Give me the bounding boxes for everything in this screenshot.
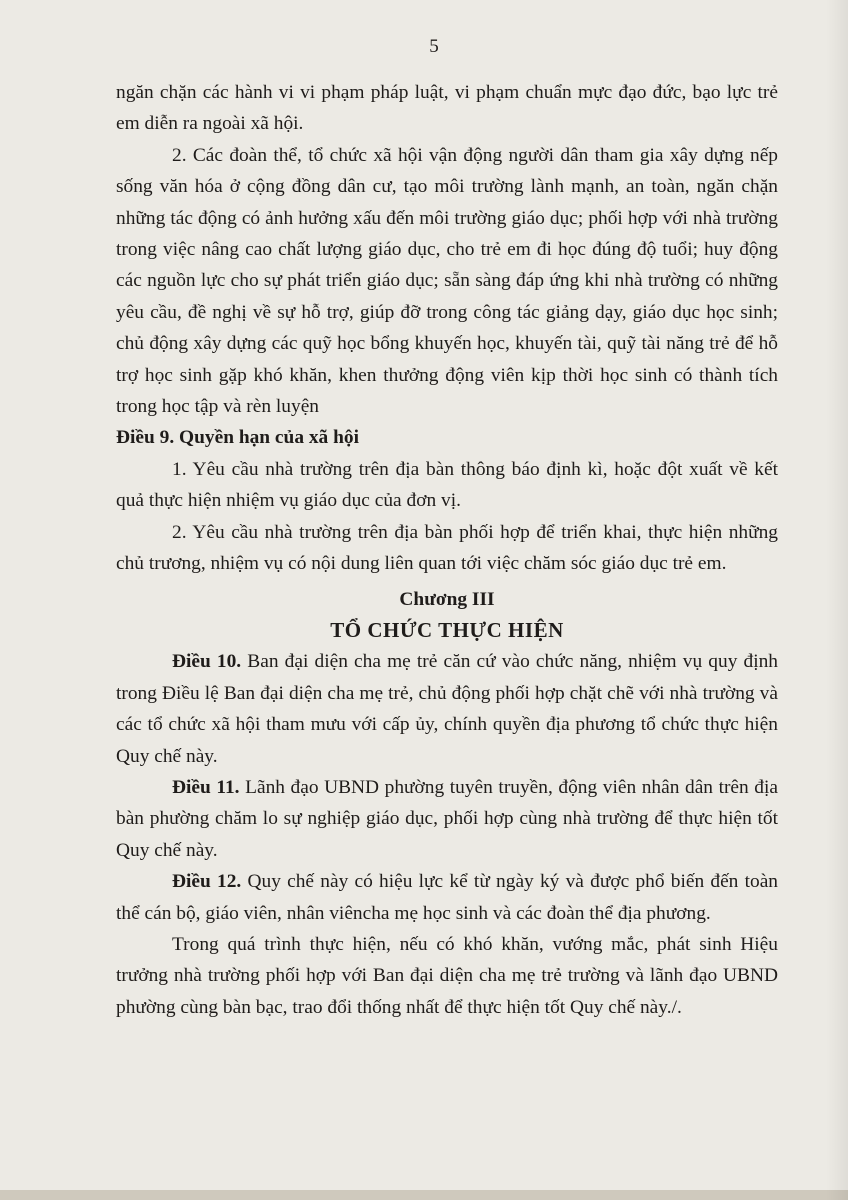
article-11	[116, 772, 778, 866]
article-9-item-1: 1. Yêu cầu nhà trường trên địa bàn thông báo định kì, hoặc đột xuất về kết quả thực hiện nhiệm vụ giáo dục của đơn vị.	[116, 458, 778, 512]
article-12-label: Điều 12.	[172, 871, 242, 893]
document-body	[116, 77, 778, 1023]
article-10	[116, 646, 778, 772]
article-11-text: Lãnh đạo UBND phường tuyên truyền, động viên nhân dân trên địa bàn phường chăm lo sự nghiệp giáo dục, phối hợp cùng nhà trường để thực hiện tốt Quy chế này.	[116, 776, 778, 861]
article-10-label: Điều 10.	[172, 651, 242, 673]
article-12-text: Quy chế này có hiệu lực kể từ ngày ký và được phổ biến đến toàn thể cán bộ, giáo viên, nhân viêncha mẹ học sinh và các đoàn thể địa phương.	[116, 871, 778, 924]
article-9-heading: Điều 9. Quyền hạn của xã hội	[116, 427, 359, 449]
paragraph-continuation: ngăn chặn các hành vi vi phạm pháp luật, vi phạm chuẩn mực đạo đức, bạo lực trẻ em diễn ra ngoài xã hội.	[116, 82, 778, 135]
article-11-label: Điều 11.	[172, 776, 240, 798]
closing-paragraph: Trong quá trình thực hiện, nếu có khó khăn, vướng mắc, phát sinh Hiệu trưởng nhà trường phối hợp với Ban đại diện cha mẹ trẻ trường và lãnh đạo UBND phường cùng bàn bạc, trao đổi thống nhất để thực hiện tốt Quy chế này./.	[116, 933, 778, 1018]
page-bottom-edge	[0, 1190, 848, 1200]
article-10-text: Ban đại diện cha mẹ trẻ căn cứ vào chức năng, nhiệm vụ quy định trong Điều lệ Ban đại diện cha mẹ trẻ, chủ động phối hợp chặt chẽ với nhà trường và các tổ chức xã hội tham mưu với cấp ủy, chính quyền địa phương tổ chức thực hiện Quy chế này.	[116, 651, 779, 767]
chapter-title: TỔ CHỨC THỰC HIỆN	[330, 617, 564, 642]
article-12	[116, 866, 778, 929]
page-number: 5	[429, 36, 439, 57]
article-9-item-2: 2. Yêu cầu nhà trường trên địa bàn phối hợp để triển khai, thực hiện những chủ trương, nhiệm vụ có nội dung liên quan tới việc chăm sóc giáo dục trẻ em.	[116, 521, 778, 575]
chapter-label: Chương III	[399, 588, 495, 610]
paragraph-organizations: 2. Các đoàn thể, tổ chức xã hội vận động người dân tham gia xây dựng nếp sống văn hóa ở cộng đồng dân cư, tạo môi trường lành mạnh, an toàn, ngăn chặn những tác động có ảnh hưởng xấu đến môi trường giáo dục; phối hợp với nhà trường trong việc nâng cao chất lượng giáo dục, cho trẻ em đi học đúng độ tuổi; huy động các nguồn lực cho sự phát triển giáo dục; sẵn sàng đáp ứng khi nhà trường có những yêu cầu, đề nghị về sự hỗ trợ, giúp đỡ trong công tác giảng dạy, giáo dục học sinh; chủ động xây dựng các quỹ học bổng khuyến học, khuyến tài, quỹ tài năng trẻ để hỗ trợ học sinh gặp khó khăn, khen thưởng động viên kịp thời học sinh có thành tích trong học tập và rèn luyện	[116, 144, 778, 418]
